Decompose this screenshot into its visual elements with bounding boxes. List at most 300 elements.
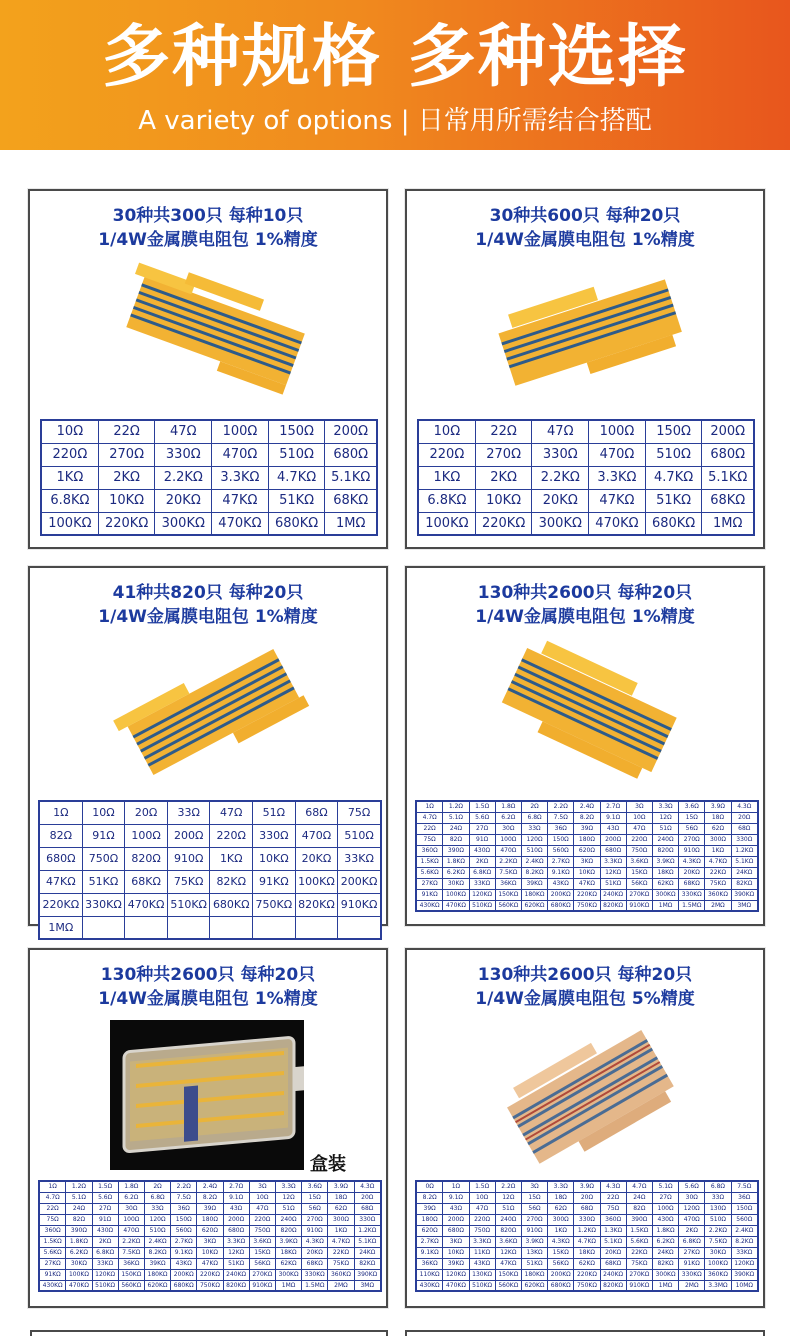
resistance-value-cell: 750KΩ bbox=[574, 900, 600, 911]
resistance-value-cell: 4.7Ω bbox=[416, 812, 443, 823]
resistance-value-cell: 24KΩ bbox=[652, 1247, 678, 1258]
resistance-value-cell: 3.9Ω bbox=[705, 801, 731, 812]
resistance-value-cell: 2KΩ bbox=[469, 856, 495, 867]
resistance-value-cell: 27Ω bbox=[92, 1203, 118, 1214]
resistance-value-cell: 300KΩ bbox=[532, 512, 589, 535]
resistance-value-cell: 200Ω bbox=[600, 834, 626, 845]
resistance-value-cell: 240KΩ bbox=[223, 1269, 249, 1280]
resistance-value-cell: 430KΩ bbox=[39, 1280, 66, 1291]
table-row bbox=[41, 512, 377, 535]
resistance-value-cell: 75Ω bbox=[338, 801, 381, 824]
resistance-value-cell: 220KΩ bbox=[39, 893, 82, 916]
resistance-value-cell: 5.6Ω bbox=[679, 1181, 705, 1192]
resistance-value-cell: 150Ω bbox=[731, 1203, 758, 1214]
resistance-value-cell: 47KΩ bbox=[495, 1258, 521, 1269]
resistance-value-cell: 560KΩ bbox=[118, 1280, 144, 1291]
resistance-value-cell bbox=[82, 916, 125, 939]
resistance-value-cell: 75KΩ bbox=[705, 878, 731, 889]
resistance-value-cell: 47KΩ bbox=[39, 870, 82, 893]
product-card-2 bbox=[405, 189, 765, 549]
resistance-value-cell: 4.3KΩ bbox=[302, 1236, 328, 1247]
resistance-value-cell: 330Ω bbox=[253, 824, 296, 847]
resistance-value-cell: 39KΩ bbox=[144, 1258, 170, 1269]
resistance-value-cell: 470Ω bbox=[212, 443, 269, 466]
table-row bbox=[416, 1247, 758, 1258]
resistance-value-cell: 510Ω bbox=[338, 824, 381, 847]
storage-box-image bbox=[110, 1020, 304, 1170]
resistance-value-cell: 9.1KΩ bbox=[171, 1247, 197, 1258]
table-row bbox=[39, 1236, 381, 1247]
resistance-value-cell: 7.5KΩ bbox=[705, 1236, 731, 1247]
resistance-value-cell: 1MΩ bbox=[702, 512, 754, 535]
table-body bbox=[416, 1181, 758, 1291]
resistance-value-cell: 1KΩ bbox=[41, 466, 98, 489]
resistance-value-cell: 3Ω bbox=[626, 801, 652, 812]
resistance-value-cell: 30Ω bbox=[679, 1192, 705, 1203]
resistance-value-cell: 15Ω bbox=[302, 1192, 328, 1203]
resistance-value-cell: 470Ω bbox=[118, 1225, 144, 1236]
resistance-value-cell: 9.1KΩ bbox=[416, 1247, 443, 1258]
resistance-value-cell: 390KΩ bbox=[731, 1269, 758, 1280]
resistance-table bbox=[415, 800, 759, 912]
resistance-value-cell: 10Ω bbox=[249, 1192, 275, 1203]
resistance-value-cell: 910KΩ bbox=[626, 1280, 652, 1291]
resistance-value-cell: 680KΩ bbox=[210, 893, 253, 916]
table-row bbox=[39, 1247, 381, 1258]
resistance-value-cell: 3KΩ bbox=[197, 1236, 223, 1247]
resistance-value-cell: 75KΩ bbox=[626, 1258, 652, 1269]
resistance-value-cell: 12Ω bbox=[495, 1192, 521, 1203]
resistance-value-cell: 10Ω bbox=[626, 812, 652, 823]
resistance-value-cell: 680Ω bbox=[223, 1225, 249, 1236]
resistance-value-cell: 1KΩ bbox=[328, 1225, 354, 1236]
table-row bbox=[416, 1269, 758, 1280]
resistance-value-cell: 18Ω bbox=[328, 1192, 354, 1203]
resistance-value-cell: 360Ω bbox=[416, 845, 443, 856]
resistance-value-cell: 6.2KΩ bbox=[66, 1247, 92, 1258]
resistance-value-cell: 220KΩ bbox=[197, 1269, 223, 1280]
card-title-line1: 30种共600只 每种20只 bbox=[489, 206, 681, 226]
banner-title: 多种规格 多种选择 bbox=[102, 18, 688, 97]
resistance-value-cell: 33KΩ bbox=[731, 1247, 758, 1258]
resistance-value-cell: 3MΩ bbox=[731, 900, 758, 911]
resistance-value-cell: 9.1Ω bbox=[223, 1192, 249, 1203]
resistance-value-cell: 820KΩ bbox=[600, 1280, 626, 1291]
table-row bbox=[39, 824, 381, 847]
resistance-value-cell: 470Ω bbox=[495, 845, 521, 856]
resistance-value-cell: 91KΩ bbox=[416, 889, 443, 900]
resistance-value-cell: 62KΩ bbox=[275, 1258, 301, 1269]
resistance-value-cell: 51KΩ bbox=[600, 878, 626, 889]
card-title-line2: 1/4W金属膜电阻包 1%精度 bbox=[98, 607, 318, 627]
resistance-value-cell: 39KΩ bbox=[443, 1258, 469, 1269]
resistance-value-cell: 68Ω bbox=[295, 801, 338, 824]
resistance-value-cell: 9.1Ω bbox=[443, 1192, 469, 1203]
resistance-value-cell: 120KΩ bbox=[443, 1269, 469, 1280]
table-row bbox=[416, 812, 758, 823]
resistance-value-cell: 510KΩ bbox=[92, 1280, 118, 1291]
resistance-value-cell: 560Ω bbox=[171, 1225, 197, 1236]
table-row bbox=[418, 443, 754, 466]
resistance-value-cell: 36Ω bbox=[171, 1203, 197, 1214]
resistance-value-cell: 5.1KΩ bbox=[325, 466, 377, 489]
resistance-value-cell: 1MΩ bbox=[39, 916, 82, 939]
resistance-value-cell: 22Ω bbox=[98, 420, 155, 443]
table-row bbox=[39, 1181, 381, 1192]
resistance-value-cell: 3MΩ bbox=[354, 1280, 381, 1291]
resistance-value-cell: 4.3Ω bbox=[600, 1181, 626, 1192]
table-row bbox=[416, 1225, 758, 1236]
resistance-value-cell: 180KΩ bbox=[521, 1269, 547, 1280]
resistance-value-cell: 68KΩ bbox=[679, 878, 705, 889]
resistance-value-cell: 10KΩ bbox=[98, 489, 155, 512]
resistance-value-cell: 1.8Ω bbox=[118, 1181, 144, 1192]
resistance-value-cell: 1.2KΩ bbox=[731, 845, 758, 856]
resistance-value-cell: 56Ω bbox=[679, 823, 705, 834]
resistance-value-cell: 18Ω bbox=[705, 812, 731, 823]
table-row bbox=[39, 847, 381, 870]
resistance-value-cell: 910KΩ bbox=[249, 1280, 275, 1291]
resistance-table bbox=[38, 1180, 382, 1292]
resistance-value-cell: 3.9KΩ bbox=[652, 856, 678, 867]
resistance-value-cell: 5.1KΩ bbox=[354, 1236, 381, 1247]
resistance-value-cell bbox=[295, 916, 338, 939]
resistance-value-cell: 820KΩ bbox=[223, 1280, 249, 1291]
resistance-value-cell: 10KΩ bbox=[574, 867, 600, 878]
resistance-value-cell: 3.6Ω bbox=[679, 801, 705, 812]
resistance-value-cell: 360Ω bbox=[39, 1225, 66, 1236]
resistance-value-cell: 470KΩ bbox=[66, 1280, 92, 1291]
table-body bbox=[418, 420, 754, 535]
resistance-value-cell: 2.4KΩ bbox=[521, 856, 547, 867]
table-row bbox=[39, 1225, 381, 1236]
resistance-value-cell: 100KΩ bbox=[443, 889, 469, 900]
resistance-value-cell: 43KΩ bbox=[548, 878, 574, 889]
resistance-value-cell: 3.3Ω bbox=[652, 801, 678, 812]
resistance-value-cell: 3.3KΩ bbox=[212, 466, 269, 489]
resistance-value-cell: 390Ω bbox=[66, 1225, 92, 1236]
resistance-value-cell: 15Ω bbox=[679, 812, 705, 823]
resistance-value-cell: 6.8Ω bbox=[144, 1192, 170, 1203]
card-title-line2: 1/4W金属膜电阻包 1%精度 bbox=[475, 230, 695, 250]
resistance-value-cell: 4.7KΩ bbox=[574, 1236, 600, 1247]
resistance-value-cell: 430Ω bbox=[652, 1214, 678, 1225]
resistance-value-cell: 680Ω bbox=[600, 845, 626, 856]
resistance-value-cell: 680Ω bbox=[325, 443, 377, 466]
resistance-value-cell: 1.2KΩ bbox=[354, 1225, 381, 1236]
resistance-value-cell: 3.6KΩ bbox=[495, 1236, 521, 1247]
resistance-value-cell: 3Ω bbox=[521, 1181, 547, 1192]
resistance-value-cell: 91KΩ bbox=[679, 1258, 705, 1269]
card-title-line1: 130种共2600只 每种20只 bbox=[477, 583, 693, 603]
resistance-value-cell: 200KΩ bbox=[171, 1269, 197, 1280]
resistance-value-cell: 820Ω bbox=[125, 847, 168, 870]
resistance-value-cell: 22Ω bbox=[600, 1192, 626, 1203]
resistance-value-cell: 10Ω bbox=[469, 1192, 495, 1203]
resistance-value-cell: 240KΩ bbox=[600, 1269, 626, 1280]
resistance-value-cell: 360KΩ bbox=[705, 889, 731, 900]
resistance-value-cell: 100KΩ bbox=[41, 512, 98, 535]
resistance-value-cell: 36Ω bbox=[548, 823, 574, 834]
table-row bbox=[416, 1258, 758, 1269]
resistance-value-cell: 0Ω bbox=[416, 1181, 443, 1192]
resistance-value-cell: 510KΩ bbox=[469, 1280, 495, 1291]
resistance-value-cell: 62Ω bbox=[705, 823, 731, 834]
resistance-value-cell: 91KΩ bbox=[39, 1269, 66, 1280]
resistance-value-cell: 180KΩ bbox=[521, 889, 547, 900]
header-banner bbox=[0, 0, 790, 150]
table-row bbox=[39, 916, 381, 939]
resistance-value-cell: 33Ω bbox=[144, 1203, 170, 1214]
resistance-value-cell: 3.9Ω bbox=[328, 1181, 354, 1192]
resistance-value-cell: 1Ω bbox=[443, 1181, 469, 1192]
table-body bbox=[39, 801, 381, 939]
resistance-value-cell: 22KΩ bbox=[626, 1247, 652, 1258]
resistance-value-cell: 680KΩ bbox=[171, 1280, 197, 1291]
resistance-value-cell: 150Ω bbox=[548, 834, 574, 845]
resistance-value-cell: 3.3KΩ bbox=[223, 1236, 249, 1247]
resistance-value-cell: 6.8KΩ bbox=[41, 489, 98, 512]
resistance-value-cell: 62KΩ bbox=[574, 1258, 600, 1269]
resistance-value-cell: 20Ω bbox=[354, 1192, 381, 1203]
resistance-value-cell: 180Ω bbox=[574, 834, 600, 845]
banner-subtitle: A variety of options | 日常用所需结合搭配 bbox=[138, 106, 652, 136]
resistance-value-cell: 47Ω bbox=[469, 1203, 495, 1214]
resistance-value-cell: 1.5Ω bbox=[469, 801, 495, 812]
resistance-value-cell: 360KΩ bbox=[705, 1269, 731, 1280]
resistance-value-cell: 12Ω bbox=[652, 812, 678, 823]
resistance-value-cell bbox=[167, 916, 210, 939]
resistance-value-cell: 18KΩ bbox=[574, 1247, 600, 1258]
resistance-value-cell: 10Ω bbox=[41, 420, 98, 443]
resistance-value-cell: 27Ω bbox=[652, 1192, 678, 1203]
resistance-value-cell: 5.6Ω bbox=[469, 812, 495, 823]
resistance-value-cell: 910Ω bbox=[679, 845, 705, 856]
resistance-value-cell: 20KΩ bbox=[155, 489, 212, 512]
card-title-line2: 1/4W金属膜电阻包 1%精度 bbox=[475, 607, 695, 627]
resistance-value-cell: 1.5MΩ bbox=[302, 1280, 328, 1291]
resistance-value-cell: 560Ω bbox=[731, 1214, 758, 1225]
resistance-value-cell: 68KΩ bbox=[600, 1258, 626, 1269]
resistance-value-cell: 240Ω bbox=[652, 834, 678, 845]
resistance-value-cell: 130KΩ bbox=[469, 1269, 495, 1280]
resistance-value-cell: 4.3Ω bbox=[354, 1181, 381, 1192]
table-row bbox=[39, 1192, 381, 1203]
resistance-value-cell: 1.3KΩ bbox=[600, 1225, 626, 1236]
resistance-value-cell: 3.9Ω bbox=[574, 1181, 600, 1192]
table-row bbox=[416, 889, 758, 900]
resistance-value-cell: 820Ω bbox=[275, 1225, 301, 1236]
resistance-value-cell: 3.3KΩ bbox=[589, 466, 646, 489]
resistance-value-cell bbox=[125, 916, 168, 939]
table-row bbox=[418, 420, 754, 443]
resistance-table bbox=[417, 419, 755, 536]
resistance-value-cell: 3.3KΩ bbox=[600, 856, 626, 867]
resistance-table bbox=[40, 419, 378, 536]
resistance-value-cell: 1.2Ω bbox=[66, 1181, 92, 1192]
resistance-value-cell: 47Ω bbox=[626, 823, 652, 834]
resistance-value-cell: 6.8KΩ bbox=[418, 489, 475, 512]
resistance-table bbox=[415, 1180, 759, 1292]
resistance-value-cell: 5.1KΩ bbox=[731, 856, 758, 867]
resistance-value-cell: 3.3Ω bbox=[275, 1181, 301, 1192]
resistance-value-cell: 15KΩ bbox=[249, 1247, 275, 1258]
resistance-value-cell: 22Ω bbox=[416, 823, 443, 834]
resistance-value-cell: 5.1Ω bbox=[443, 812, 469, 823]
resistance-value-cell: 150KΩ bbox=[495, 889, 521, 900]
resistance-value-cell: 1.8Ω bbox=[495, 801, 521, 812]
resistance-value-cell: 2MΩ bbox=[328, 1280, 354, 1291]
resistance-value-cell: 51Ω bbox=[275, 1203, 301, 1214]
resistance-value-cell: 390KΩ bbox=[731, 889, 758, 900]
resistance-value-cell: 3.3Ω bbox=[548, 1181, 574, 1192]
resistance-value-cell: 910KΩ bbox=[338, 893, 381, 916]
resistance-value-cell: 51KΩ bbox=[223, 1258, 249, 1269]
resistance-value-cell: 62Ω bbox=[328, 1203, 354, 1214]
resistance-value-cell: 3.9KΩ bbox=[275, 1236, 301, 1247]
resistance-value-cell: 200Ω bbox=[223, 1214, 249, 1225]
resistance-value-cell: 51KΩ bbox=[268, 489, 325, 512]
resistance-value-cell: 470Ω bbox=[679, 1214, 705, 1225]
resistance-value-cell: 15Ω bbox=[521, 1192, 547, 1203]
resistance-value-cell: 750Ω bbox=[626, 845, 652, 856]
resistance-value-cell: 620Ω bbox=[574, 845, 600, 856]
resistance-value-cell: 22KΩ bbox=[328, 1247, 354, 1258]
resistance-value-cell: 5.1KΩ bbox=[702, 466, 754, 489]
resistance-value-cell: 2Ω bbox=[144, 1181, 170, 1192]
resistance-value-cell: 6.8KΩ bbox=[469, 867, 495, 878]
resistance-value-cell: 470KΩ bbox=[443, 900, 469, 911]
resistance-value-cell: 470Ω bbox=[295, 824, 338, 847]
resistance-value-cell: 33KΩ bbox=[92, 1258, 118, 1269]
resistance-value-cell: 56Ω bbox=[302, 1203, 328, 1214]
resistance-value-cell bbox=[253, 916, 296, 939]
resistance-value-cell: 620Ω bbox=[197, 1225, 223, 1236]
resistance-value-cell: 300KΩ bbox=[275, 1269, 301, 1280]
resistance-value-cell: 51KΩ bbox=[521, 1258, 547, 1269]
resistance-value-cell: 2.4KΩ bbox=[144, 1236, 170, 1247]
resistance-value-cell: 200Ω bbox=[167, 824, 210, 847]
resistance-value-cell: 20Ω bbox=[125, 801, 168, 824]
product-card-5 bbox=[28, 948, 388, 1308]
resistance-value-cell: 39KΩ bbox=[521, 878, 547, 889]
resistance-value-cell: 2.2KΩ bbox=[532, 466, 589, 489]
resistance-value-cell: 10Ω bbox=[82, 801, 125, 824]
table-row bbox=[39, 1203, 381, 1214]
resistance-value-cell: 24KΩ bbox=[731, 867, 758, 878]
resistance-value-cell: 1.5KΩ bbox=[416, 856, 443, 867]
resistance-value-cell: 1KΩ bbox=[705, 845, 731, 856]
resistance-value-cell: 130Ω bbox=[705, 1203, 731, 1214]
resistance-value-cell: 24Ω bbox=[443, 823, 469, 834]
resistance-value-cell: 390Ω bbox=[626, 1214, 652, 1225]
resistance-value-cell: 390KΩ bbox=[354, 1269, 381, 1280]
resistance-value-cell: 30KΩ bbox=[705, 1247, 731, 1258]
resistance-value-cell: 56Ω bbox=[521, 1203, 547, 1214]
resistance-value-cell: 6.8Ω bbox=[705, 1181, 731, 1192]
resistance-value-cell: 8.2KΩ bbox=[521, 867, 547, 878]
resistance-value-cell: 4.7KΩ bbox=[328, 1236, 354, 1247]
resistance-value-cell: 220Ω bbox=[469, 1214, 495, 1225]
table-row bbox=[416, 856, 758, 867]
resistance-value-cell: 36Ω bbox=[731, 1192, 758, 1203]
resistance-value-cell: 11KΩ bbox=[469, 1247, 495, 1258]
resistance-value-cell: 47Ω bbox=[532, 420, 589, 443]
resistance-value-cell: 2.4Ω bbox=[197, 1181, 223, 1192]
resistance-value-cell: 270Ω bbox=[521, 1214, 547, 1225]
resistance-value-cell: 2.2Ω bbox=[548, 801, 574, 812]
resistance-value-cell: 1Ω bbox=[416, 801, 443, 812]
resistance-value-cell bbox=[210, 916, 253, 939]
table-row bbox=[41, 489, 377, 512]
resistance-value-cell: 150KΩ bbox=[495, 1269, 521, 1280]
resistance-value-cell: 1.5Ω bbox=[92, 1181, 118, 1192]
resistance-value-cell: 24Ω bbox=[626, 1192, 652, 1203]
table-body bbox=[416, 801, 758, 911]
resistance-value-cell: 4.3KΩ bbox=[679, 856, 705, 867]
resistance-table bbox=[38, 800, 382, 940]
resistance-value-cell: 300KΩ bbox=[652, 1269, 678, 1280]
resistance-value-cell: 36KΩ bbox=[118, 1258, 144, 1269]
resistance-value-cell: 150Ω bbox=[645, 420, 702, 443]
resistance-value-cell: 33Ω bbox=[521, 823, 547, 834]
table-row bbox=[39, 1214, 381, 1225]
card-title-line2: 1/4W金属膜电阻包 1%精度 bbox=[98, 230, 318, 250]
resistance-value-cell: 750KΩ bbox=[253, 893, 296, 916]
table-row bbox=[41, 466, 377, 489]
resistance-value-cell: 47KΩ bbox=[589, 489, 646, 512]
resistance-value-cell: 75KΩ bbox=[167, 870, 210, 893]
resistance-value-cell: 1KΩ bbox=[210, 847, 253, 870]
resistance-value-cell: 680KΩ bbox=[548, 900, 574, 911]
table-row bbox=[416, 845, 758, 856]
resistance-value-cell: 20Ω bbox=[731, 812, 758, 823]
resistance-value-cell: 430Ω bbox=[92, 1225, 118, 1236]
resistance-value-cell: 100KΩ bbox=[418, 512, 475, 535]
resistance-value-cell: 27KΩ bbox=[39, 1258, 66, 1269]
resistance-value-cell: 18KΩ bbox=[652, 867, 678, 878]
resistance-value-cell: 9.1Ω bbox=[600, 812, 626, 823]
resistance-value-cell: 3.9KΩ bbox=[521, 1236, 547, 1247]
resistance-value-cell: 12KΩ bbox=[600, 867, 626, 878]
resistance-value-cell: 51KΩ bbox=[82, 870, 125, 893]
box-label: 盒装 bbox=[310, 1154, 346, 1175]
resistance-value-cell: 180Ω bbox=[197, 1214, 223, 1225]
resistance-value-cell: 10KΩ bbox=[253, 847, 296, 870]
resistance-value-cell: 120Ω bbox=[521, 834, 547, 845]
resistance-value-cell: 1.2Ω bbox=[443, 801, 469, 812]
resistance-value-cell: 91KΩ bbox=[253, 870, 296, 893]
card-title-line1: 41种共820只 每种20只 bbox=[112, 583, 304, 603]
resistance-value-cell: 75Ω bbox=[600, 1203, 626, 1214]
resistance-value-cell: 22Ω bbox=[39, 1203, 66, 1214]
resistance-value-cell: 47KΩ bbox=[212, 489, 269, 512]
resistance-value-cell: 47KΩ bbox=[574, 878, 600, 889]
resistance-value-cell: 33KΩ bbox=[469, 878, 495, 889]
resistance-value-cell: 68KΩ bbox=[325, 489, 377, 512]
resistance-value-cell: 27Ω bbox=[469, 823, 495, 834]
resistance-value-cell: 1MΩ bbox=[652, 1280, 678, 1291]
resistance-value-cell: 200Ω bbox=[702, 420, 754, 443]
resistance-value-cell: 330Ω bbox=[155, 443, 212, 466]
resistance-value-cell: 4.3Ω bbox=[731, 801, 758, 812]
resistance-value-cell: 220Ω bbox=[249, 1214, 275, 1225]
resistance-value-cell: 120KΩ bbox=[469, 889, 495, 900]
resistance-value-cell: 7.5KΩ bbox=[118, 1247, 144, 1258]
resistance-value-cell: 510KΩ bbox=[167, 893, 210, 916]
resistance-value-cell: 24Ω bbox=[66, 1203, 92, 1214]
resistance-value-cell: 330KΩ bbox=[679, 1269, 705, 1280]
